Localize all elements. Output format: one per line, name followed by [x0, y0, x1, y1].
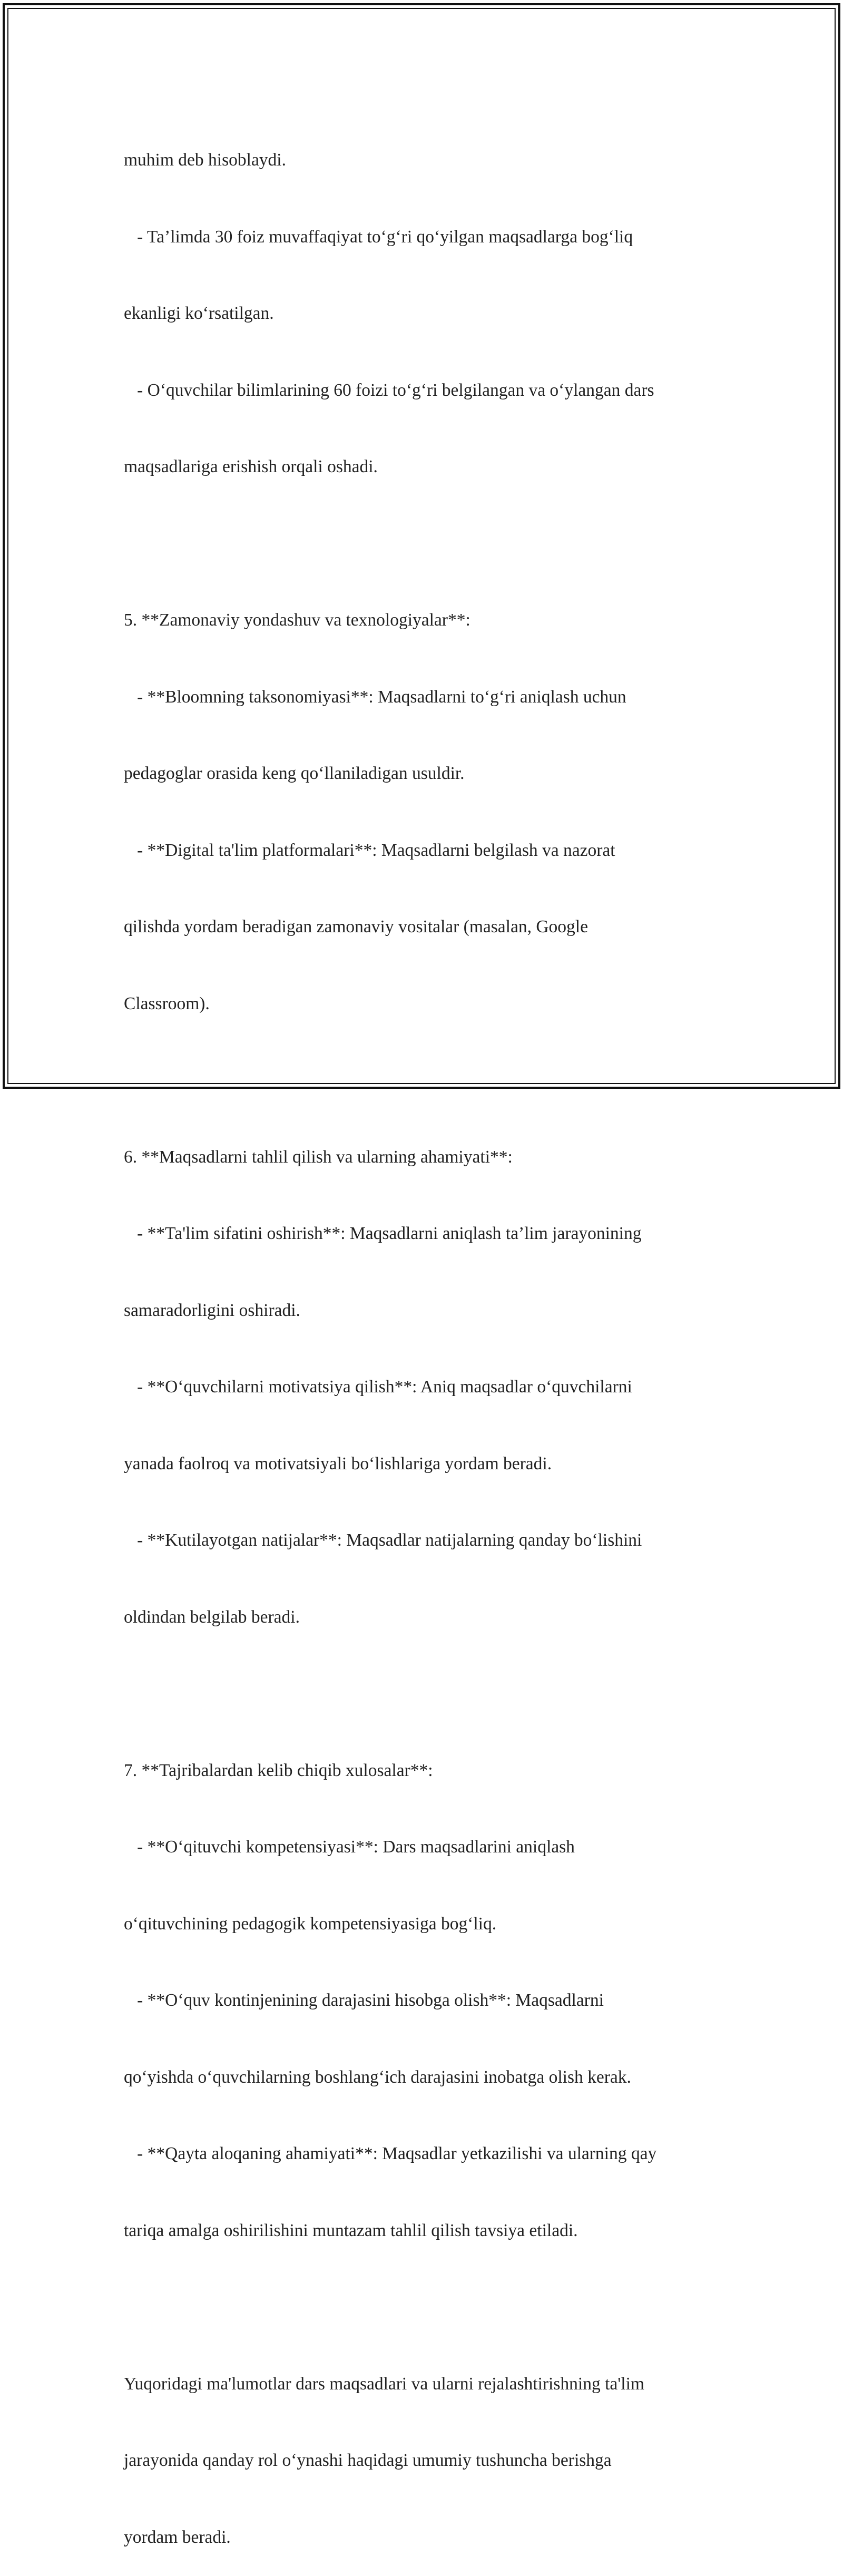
text-line: yanada faolroq va motivatsiyali bo‘lishlariga yordam beradi. — [124, 1453, 552, 1474]
section-heading: 6. **Maqsadlarni tahlil qilish va ularning ahamiyati**: — [124, 1147, 513, 1167]
blank-line — [124, 531, 735, 557]
text-line: - **Qayta aloqaning ahamiyati**: Maqsadlar yetkazilishi va ularning qay — [124, 2144, 657, 2163]
text-line: qo‘yishda o‘quvchilarning boshlang‘ich darajasini inobatga olish kerak. — [124, 2067, 631, 2087]
text-line: oldindan belgilab beradi. — [124, 1607, 300, 1627]
text-line: qilishda yordam beradigan zamonaviy vositalar (masalan, Google — [124, 917, 588, 936]
text-line: ekanligi ko‘rsatilgan. — [124, 304, 274, 323]
text-line: - O‘quvchilar bilimlarining 60 foizi to‘g‘ri belgilangan va o‘ylangan dars — [124, 380, 654, 400]
text-line: pedagoglar orasida keng qo‘llaniladigan usuldir. — [124, 764, 465, 783]
blank-line — [124, 1681, 735, 1707]
text-line: - **O‘quv kontinjenining darajasini hisobga olish**: Maqsadlarni — [124, 1990, 604, 2010]
text-line: tariqa amalga oshirilishini muntazam tahlil qilish tavsiya etiladi. — [124, 2220, 578, 2240]
text-line: samaradorligini oshiradi. — [124, 1300, 300, 1320]
blank-line — [124, 1068, 735, 1094]
text-line: - Ta’limda 30 foiz muvaffaqiyat to‘g‘ri qo‘yilgan maqsadlarga bog‘liq — [124, 227, 633, 247]
text-line: - **O‘qituvchi kompetensiyasi**: Dars maqsadlarini aniqlash — [124, 1837, 575, 1857]
text-line: - **Digital ta'lim platformalari**: Maqsadlarni belgilash va nazorat — [124, 840, 615, 860]
text-line: - **Kutilayotgan natijalar**: Maqsadlar natijalarning qanday bo‘lishini — [124, 1530, 642, 1550]
text-line: - **Bloomning taksonomiyasi**: Maqsadlarni to‘g‘ri aniqlash uchun — [124, 687, 626, 707]
document-body — [124, 96, 735, 2576]
text-line: - **Ta'lim sifatini oshirish**: Maqsadlarni aniqlash ta’lim jarayonining — [124, 1224, 642, 1243]
section-heading: 5. **Zamonaviy yondashuv va texnologiyalar**: — [124, 610, 470, 630]
blank-line — [124, 2295, 735, 2320]
conclusion-line: Yuqoridagi ma'lumotlar dars maqsadlari va ularni rejalashtirishning ta'lim — [124, 2374, 644, 2394]
text-line: o‘qituvchining pedagogik kompetensiyasiga bog‘liq. — [124, 1914, 497, 1934]
text-line: maqsadlariga erishish orqali oshadi. — [124, 457, 378, 476]
text-line: Classroom). — [124, 993, 210, 1013]
conclusion-line: jarayonida qanday rol o‘ynashi haqidagi umumiy tushuncha berishga — [124, 2451, 612, 2470]
conclusion-line: yordam beradi. — [124, 2527, 231, 2547]
section-heading: 7. **Tajribalardan kelib chiqib xulosalar**: — [124, 1760, 433, 1780]
text-line: muhim deb hisoblaydi. — [124, 150, 286, 170]
text-line: - **O‘quvchilarni motivatsiya qilish**: Aniq maqsadlar o‘quvchilarni — [124, 1377, 632, 1397]
